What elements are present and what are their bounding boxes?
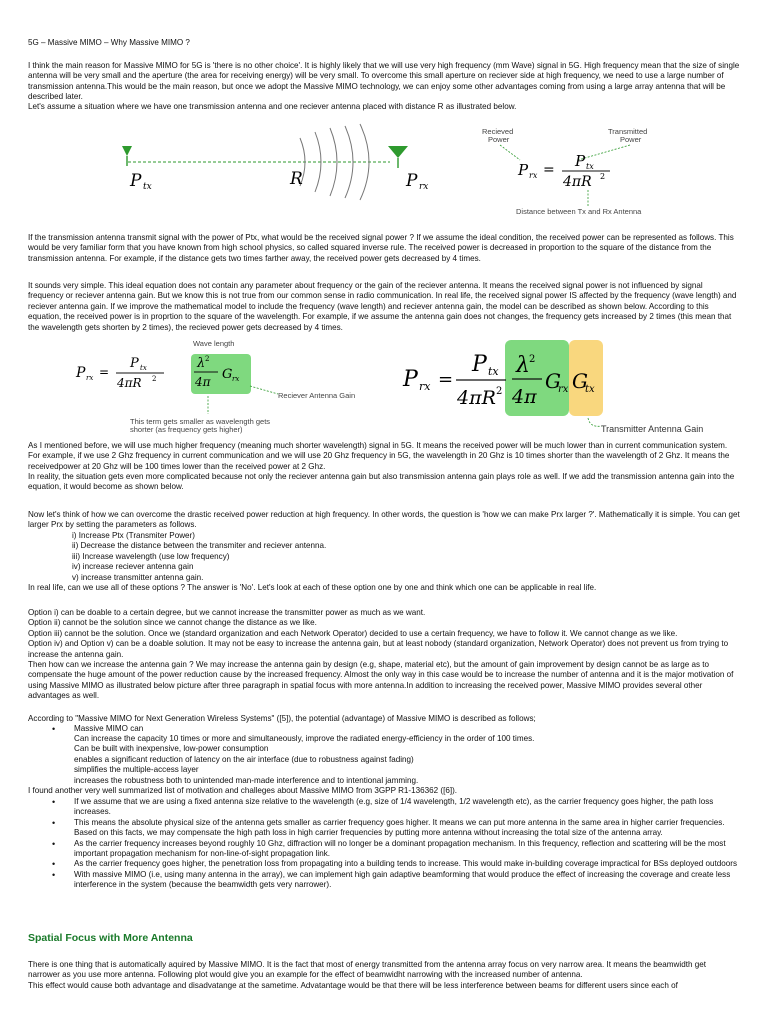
paragraph-real-life: In real life, can we use all of these options ? The answer is 'No'. Let's look at each of these option one by one and think which one can be applicable in real life. <box>28 583 597 592</box>
option-item: iii) Increase wavelength (use low frequency) <box>72 551 230 561</box>
list-item: • As the carrier frequency goes higher, the penetration loss from propagating into a building tends to increase. This would make in-building coverage impractical for BSs deployed outdoors <box>28 859 740 869</box>
rx-gain-label: Reciever Antenna Gain <box>278 391 356 400</box>
svg-text:rx: rx <box>232 375 240 383</box>
paragraph-spatial-focus: There is one thing that is automatically aquired by Massive MIMO. It is the fact that most of energy transmitted from the antenna array focus on very narrow area. It means the beamwidth get narrower as you use more antenna. Following plot would give you an example for the effect of beamwidht narrowing with the increased number of antenna. <box>28 960 706 980</box>
r-label: R <box>290 169 303 189</box>
list-item: increases the robustness both to unintended man-made interference and to intentional jamming. <box>74 775 419 785</box>
option-item: ii) Decrease the distance between the transmiter and reciever antenna. <box>72 541 327 551</box>
rx-antenna-icon <box>388 146 408 168</box>
svg-text:2: 2 <box>152 375 157 383</box>
svg-text:=: = <box>99 365 110 379</box>
svg-text:λ: λ <box>516 353 530 378</box>
eq-denominator: 4πR <box>563 174 592 190</box>
list-item: Can increase the capacity 10 times or more and simultaneously, improve the radiated energy-efficiency in the order of 100 times. <box>74 734 535 743</box>
received-power-label-1: Recieved <box>482 127 514 136</box>
page-title: 5G – Massive MIMO – Why Massive MIMO ? <box>28 38 190 47</box>
svg-text:P: P <box>130 356 139 371</box>
transmitted-power-label-1: Transmitted <box>608 127 648 136</box>
list-item: • Massive MIMO can <box>28 724 740 734</box>
svg-text:4π: 4π <box>195 375 211 389</box>
lambda-symbol: λ <box>197 356 206 371</box>
svg-text:4π: 4π <box>512 386 537 408</box>
arrow-transmitted <box>578 145 630 160</box>
svg-text:=: = <box>438 369 454 390</box>
svg-text:P: P <box>472 352 487 377</box>
eq-exponent: 2 <box>600 172 606 181</box>
svg-text:rx: rx <box>86 374 94 382</box>
list-item: • As the carrier frequency increases beyond roughly 10 Ghz, diffraction will no longer be a dominant propagation mechanism. In this frequency, reflection and scattering will be the most important propagation mechanism for non-line-of-sight propagation link. <box>28 839 740 860</box>
ptx-label: P <box>130 171 142 191</box>
paragraph-3gpp: I found another very well summarized list of motivation and challeges about Massive MIMO from 3GPP R1-136362 ([6]). <box>28 786 458 795</box>
paragraph-frequency-gain: It sounds very simple. This ideal equation does not contain any parameter about frequency or the gain of the reciever antenna. It means the received signal power is not influenced by signal frequency or reciever antenna gain. But we know this is not true from our common sense in radio communication. In real life, the received signal power IS affected by the frequency (wave length) and reciever antenna gain. If we improve the mathematical model to include the frequency (wave length) and reciever antenna gain, the model can be described as shown below. According to this equation, the received power is in proprtion to the square of the wavelength. For example, if we assume the antenna gain does not changes, the frequency gets increased by 2 times (this mean that the wavelength gets shorten by 2 times), the recieved power gets decreased by 4 times. <box>28 281 737 332</box>
transmitted-power-label-2: Power <box>620 135 642 144</box>
svg-text:tx: tx <box>140 364 147 372</box>
ptx-sub: tx <box>143 182 152 192</box>
paragraph-tx-gain: In reality, the situation gets even more complicated because not only the reciever antenna gain but also transmission antenna gain plays role as well. If we add the transmission antenna gain into the equation, it would become as shown below. <box>28 472 735 492</box>
list-item: • This means the absolute physical size of the antenna gets smaller as carrier frequency goes higher. It means we can put more antenna in the same area in higher carrier frequencies. Based on this facts, we may compensate the high path loss in high carrier frequencies by putting more antenna without increasing the total size of the antenna array. <box>28 818 740 839</box>
eq-prx: P <box>518 161 529 179</box>
svg-text:4πR: 4πR <box>457 387 496 409</box>
paragraph-according: According to "Massive MIMO for Next Generation Wireless Systems" ([5]), the potential (advantage) of Massive MIMO is described as follows; <box>28 714 536 723</box>
arrow-received <box>500 145 520 160</box>
svg-text:rx: rx <box>558 384 569 395</box>
svg-text:tx: tx <box>585 384 595 395</box>
svg-text:rx: rx <box>419 380 431 393</box>
svg-text:G: G <box>545 369 561 393</box>
massive-mimo-sublist <box>28 734 740 786</box>
prx-label: P <box>406 171 418 191</box>
wavelength-label: Wave length <box>193 339 235 348</box>
figure-gain-equations <box>68 336 768 440</box>
paragraph-make-prx-larger: Now let's think of how we can overcome the drastic received power reduction at high frequency. In other words, the question is 'how we can make Prx larger ?'. Mathematically it is simple. You can get larger Prx by setting the parameters as follows. <box>28 510 740 530</box>
option-item: iv) increase reciever antenna gain <box>72 562 194 572</box>
list-item: • If we assume that we are using a fixed antenna size relative to the wavelength (e.g, size of 1/4 wavelength, 1/2 wavelength etc), as the carrier frequency goes higher, the path loss increases. <box>28 797 740 818</box>
figure-path-loss <box>100 118 720 220</box>
paragraph-intro-b: Let's assume a situation where we have one transmission antenna and one reciever antenna placed with distance R as illustrated below. <box>28 102 517 111</box>
svg-text:G: G <box>572 369 588 393</box>
svg-text:G: G <box>222 367 233 382</box>
eq-ptx: P <box>575 152 586 170</box>
paragraph-advantage: This effect would cause both advantage and disadvatange at the sametime. Advatantage would be that there will be less interference between beams for different users since each of <box>28 981 678 990</box>
svg-text:2: 2 <box>496 386 503 397</box>
svg-text:=: = <box>543 162 555 178</box>
paragraph-inverse-square: If the transmission antenna transmit signal with the power of Ptx, what would be the received signal power ? If we assume the ideal condition, the received power can be represented as follows. This would be very familiar form that you have known from high school physics, so called squared inverse rule. The received power is decreased in proportion to the square of the distance from the transmission antenna. For example, if the distance gets two times farther away, the received power gets decreased by 4 times. <box>28 233 734 263</box>
received-power-label-2: Power <box>488 135 510 144</box>
eq-ptx-sub: tx <box>586 162 594 171</box>
wavelength-note-2: shorter (as frequency gets higher) <box>130 425 243 434</box>
tx-antenna-icon <box>122 146 132 166</box>
option-item: v) increase transmitter antenna gain. <box>72 572 204 582</box>
distance-label: Distance between Tx and Rx Antenna <box>516 207 642 216</box>
massive-mimo-list <box>28 724 740 734</box>
wavelength-note-1: This term gets smaller as wavelength gets <box>130 417 271 426</box>
svg-text:4πR: 4πR <box>117 376 142 390</box>
svg-text:P: P <box>403 367 418 392</box>
prx-sub: rx <box>419 182 429 192</box>
tx-gain-label: Transmitter Antenna Gain <box>601 424 704 434</box>
svg-text:2: 2 <box>529 354 536 365</box>
list-item: • With massive MIMO (i.e, using many antenna in the array), we can implement high gain adaptive beamforming that would produce the effect of increasing the coverage and create less interference in the system (because the beamwidth gets very narrower). <box>28 870 740 891</box>
list-item: enables a significant reduction of latency on the air interface (due to robustness against fading) <box>74 754 414 764</box>
options-list <box>72 531 326 583</box>
motivation-list <box>28 797 740 891</box>
list-item: simplifies the multiple-access layer <box>74 765 199 775</box>
list-item: Can be built with inexpensive, low-power consumption <box>74 744 269 754</box>
svg-text:2: 2 <box>205 355 210 363</box>
svg-text:tx: tx <box>488 365 499 378</box>
section-heading: Spatial Focus with More Antenna <box>28 932 193 944</box>
paragraph-5g-frequency: As I mentioned before, we will use much higher frequency (meaning much shorter wavelength) signal in 5G. It means the received power will be much lower than in current communication system. For example, if we use 2 Ghz frequency in current communication and we will use 20 Ghz frequency in 5G, the wavelength in 20 Ghz is 10 times shorter than the wavelength of 2 Ghz. It means the receivedpower at 20 Ghz will be 100 times lower than the received power at 2 Ghz. <box>28 441 730 471</box>
eq-prx-sub: rx <box>529 171 538 180</box>
options-discussion: Option i) can be doable to a certain degree, but we cannot increase the transmitter power as much as we want. Option ii) cannot be the solution since we cannot change the distance as we like. Option iii) cannot be the solution. Once we (standard organization and each Network Operator) decided to use a certain frequency, we have to follow it. We cannot change as we like. Option iv) and Option v) can be a doable solution. It may not be easy to increase the antenna gain, but at least nobody (standard organization, Network Operator) does not prevent us from trying to increase the antenna gain. Then how can we increase the antenna gain ? We may increase the antenna gain by design (e.g, shape, material etc), but the amount of gain improvement by design cannot be as large as to compensate the huge amount of the power reduction cause by the increased frequency. Almost the only way in this case would be to increase the number of antenna and it is the major motivation of using Massive MIMO as illustrated below picture after three paragraph in spatial focus with more antenna.In addition to increasing the received power, Massive MIMO provides several other advantages as well. <box>28 608 734 701</box>
option-item: i) Increase Ptx (Transmiter Power) <box>72 531 195 540</box>
paragraph-intro: I think the main reason for Massive MIMO for 5G is 'there is no other choice'. It is highly likely that we will use very high frequency (mm Wave) signal in 5G. High frequency mean that the size of single antenna will be very small and the aperture (the area for receiving energy) will be very small. To overcome this small aperture on reciever side at high frequency, we need to use a large number of transmission antenna.This would be the main reason, but once we adopt the Massive MIMO technology, we can enjoy some other advantages coming from using a large array antenna that will be described later. <box>28 61 740 102</box>
svg-text:P: P <box>76 365 86 381</box>
